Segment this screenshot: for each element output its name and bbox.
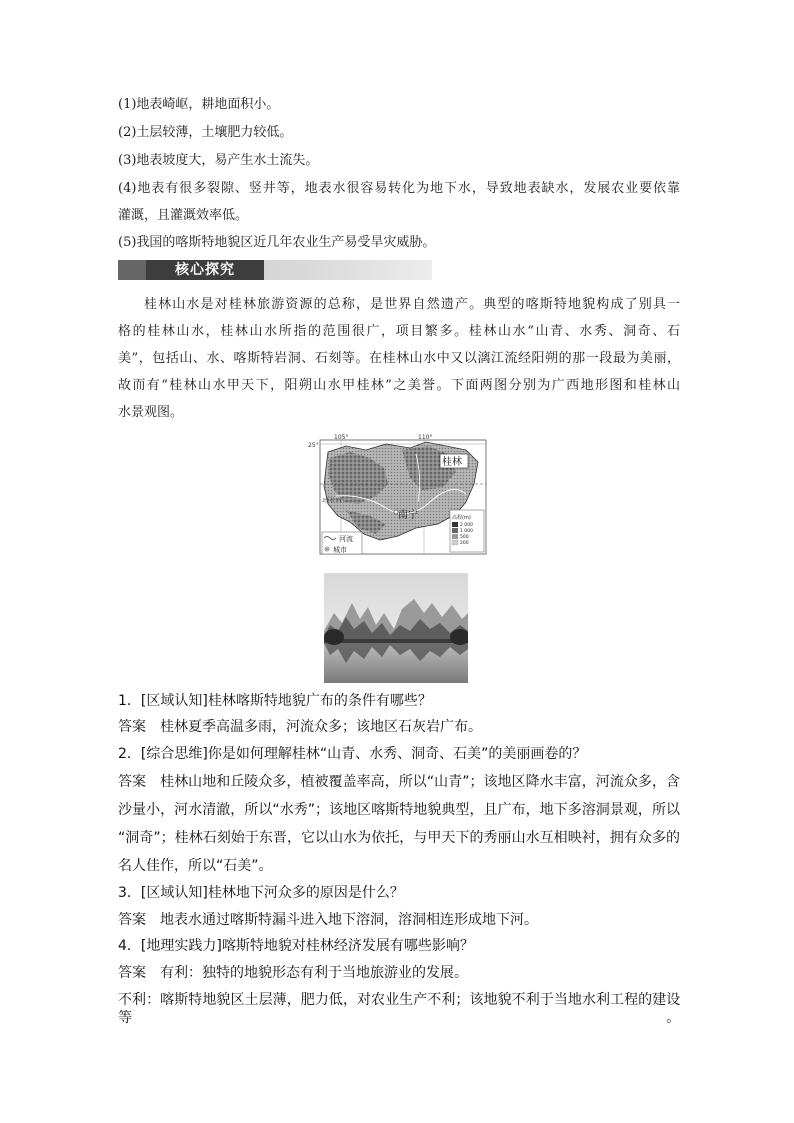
answer-label: 答案 [118, 965, 146, 981]
answer-2-line: 名人佳作，所以“石美”。 [118, 858, 273, 874]
guilin-landscape-photo [324, 573, 468, 683]
answer-1 [118, 718, 680, 736]
answer-2-line: 沙量小，河水清澈，所以“水秀”；该地区喀斯特地貌典型，且广布，地下多溶洞景观，所以 [118, 802, 680, 818]
intro-paragraph [118, 296, 680, 426]
answer-2 [118, 773, 680, 791]
paragraph-line: 美”，包括山、水、喀斯特岩洞、石刻等。在桂林山水中又以漓江流经阳朔的那一段最为美丽， [118, 351, 680, 366]
map-lon-110: 110° [418, 434, 433, 441]
answer-label: 答案 [118, 912, 146, 928]
map-legend-level: 500 [460, 535, 469, 540]
question-1: 1．[区域认知]桂林喀斯特地貌广布的条件有哪些？ [118, 693, 432, 709]
answer-4-line: 不利：喀斯特地貌区土层薄，肥力低，对农业生产不利；该地貌不利于当地水利工程的建设等。 [118, 992, 680, 1026]
question-3: 3．[区域认知]桂林地下河众多的原因是什么？ [118, 885, 404, 901]
map-city-nanning: 南宁 [398, 510, 418, 521]
list-item: (3)地表坡度大，易产生水土流失。 [118, 153, 319, 168]
paragraph-line: 桂林山水是对桂林旅游资源的总称，是世界自然遗产。典型的喀斯特地貌构成了别具一 [144, 297, 680, 312]
section-header-accent [118, 260, 146, 280]
map-city-guilin: 桂林 [442, 457, 462, 468]
map-legend-level: 2 000 [460, 523, 473, 528]
section-header-bar [118, 260, 432, 280]
map-legend-title: 高程(m) [452, 515, 471, 521]
answer-4 [118, 964, 680, 982]
list-item: (4)地表有很多裂隙、竖井等，地表水很容易转化为地下水，导致地表缺水，发展农业要依靠 [118, 181, 680, 196]
map-key-river: 河流 [339, 535, 353, 543]
map-lat-25: 25° [308, 442, 319, 449]
question-4: 4．[地理实践力]喀斯特地貌对桂林经济发展有哪些影响？ [118, 938, 474, 954]
list-item: (1)地表崎岖，耕地面积小。 [118, 97, 280, 112]
list-item: (2)土层较薄，土壤肥力较低。 [118, 125, 293, 140]
answer-text: 桂林夏季高温多雨，河流众多；该地区石灰岩广布。 [160, 719, 482, 735]
list-item-continuation: 灌溉，且灌溉效率低。 [118, 208, 249, 223]
answer-label: 答案 [118, 774, 147, 790]
paragraph-line: 水景观图。 [118, 405, 184, 420]
map-key-city: 城市 [333, 546, 347, 554]
answer-2-line: “洞奇”；桂林石刻始于东晋，它以山水为依托，与甲天下的秀丽山水互相映衬，拥有众多的 [118, 830, 680, 846]
paragraph-line: 格的桂林山水，桂林山水所指的范围很广，项目繁多。桂林山水“山青、水秀、洞奇、石 [118, 324, 680, 339]
answer-label: 答案 [118, 719, 146, 735]
answer-text: 有利：独特的地貌形态有利于当地旅游业的发展。 [160, 965, 468, 981]
answer-text: 地表水通过喀斯特漏斗进入地下溶洞，溶洞相连形成地下河。 [160, 912, 538, 928]
map-legend-level: 1 000 [460, 529, 473, 534]
guangxi-terrain-map [306, 432, 490, 558]
map-lon-105: 105° [334, 434, 349, 441]
answer-text: 桂林山地和丘陵众多，植被覆盖率高，所以“山青”；该地区降水丰富，河流众多，含 [160, 774, 680, 790]
map-legend-level: 200 [460, 541, 469, 546]
paragraph-line: 故而有“桂林山水甲天下，阳朔山水甲桂林”之美誉。下面两图分别为广西地形图和桂林山 [118, 378, 680, 393]
list-item: (5)我国的喀斯特地貌区近几年农业生产易受旱灾威胁。 [118, 235, 436, 250]
question-2: 2．[综合思维]你是如何理解桂林“山青、水秀、洞奇、石美”的美丽画卷的？ [118, 746, 587, 762]
map-tropic-label: 北回归线 [322, 498, 343, 504]
answer-3 [118, 911, 680, 929]
section-title: 核心探究 [146, 260, 264, 280]
